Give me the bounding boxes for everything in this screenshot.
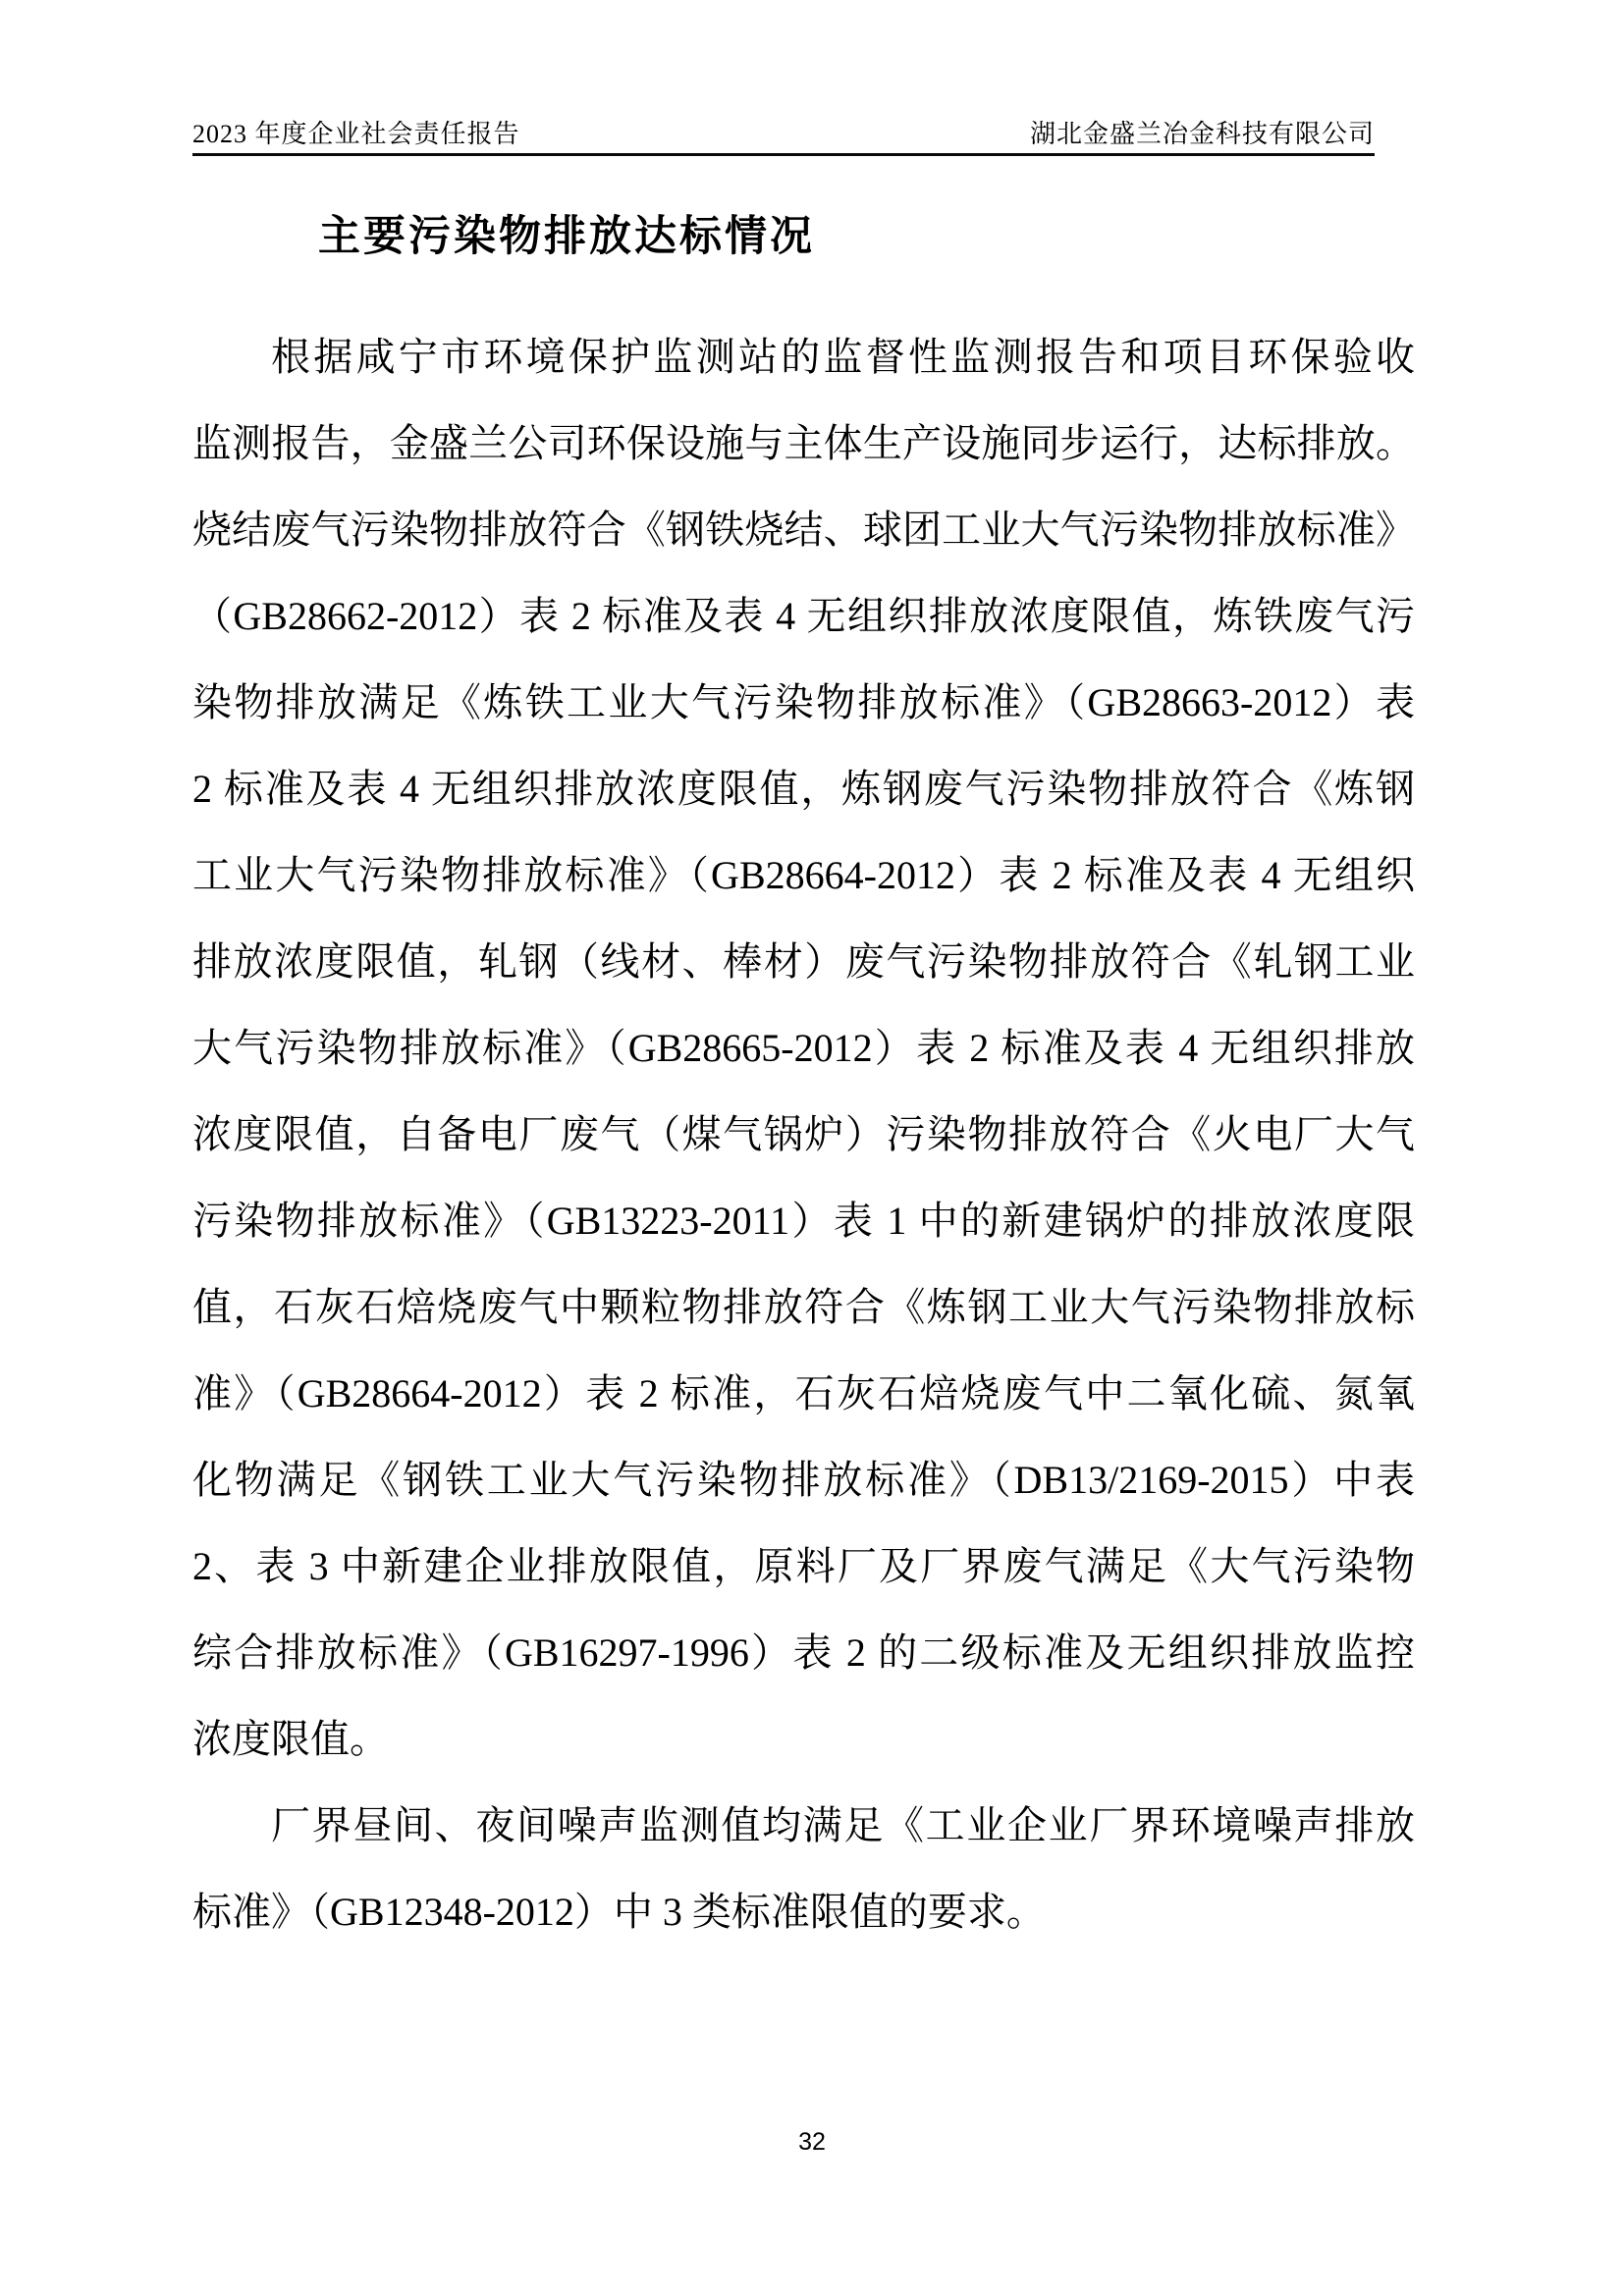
body-line: 大气污染物排放标准》（GB28665-2012）表 2 标准及表 4 无组织排放 [192, 1026, 1415, 1070]
body-line: 化物满足《钢铁工业大气污染物排放标准》（DB13/2169-2015）中表 [192, 1458, 1415, 1502]
body-line: 值，石灰石焙烧废气中颗粒物排放符合《炼钢工业大气污染物排放标 [192, 1285, 1415, 1329]
body-line: （GB28662-2012）表 2 标准及表 4 无组织排放浓度限值，炼铁废气污 [192, 594, 1415, 638]
page-number: 32 [798, 2128, 826, 2156]
section-title: 主要污染物排放达标情况 [318, 213, 815, 260]
body-line: 厂界昼间、夜间噪声监测值均满足《工业企业厂界环境噪声排放 [271, 1803, 1415, 1847]
body-line: 浓度限值，自备电厂废气（煤气锅炉）污染物排放符合《火电厂大气 [192, 1112, 1415, 1156]
body-line: 准》（GB28664-2012）表 2 标准，石灰石焙烧废气中二氧化硫、氮氧 [192, 1371, 1415, 1415]
body-line: 浓度限值。 [192, 1717, 389, 1761]
header-report-title: 2023 年度企业社会责任报告 [192, 120, 520, 148]
body-line: 排放浓度限值，轧钢（线材、棒材）废气污染物排放符合《轧钢工业 [192, 939, 1415, 984]
body-line: 监测报告，金盛兰公司环保设施与主体生产设施同步运行，达标排放。 [192, 421, 1415, 465]
header-company-name: 湖北金盛兰冶金科技有限公司 [1029, 120, 1375, 148]
body-line: 2、表 3 中新建企业排放限值，原料厂及厂界废气满足《大气污染物 [192, 1544, 1415, 1588]
page-header [192, 110, 1375, 156]
body-line: 污染物排放标准》（GB13223-2011）表 1 中的新建锅炉的排放浓度限 [192, 1199, 1415, 1243]
body-line: 烧结废气污染物排放符合《钢铁烧结、球团工业大气污染物排放标准》 [192, 507, 1415, 552]
body-line: 综合排放标准》（GB16297-1996）表 2 的二级标准及无组织排放监控 [192, 1630, 1415, 1675]
body-line: 工业大气污染物排放标准》（GB28664-2012）表 2 标准及表 4 无组织 [192, 853, 1415, 897]
body-line: 2 标准及表 4 无组织排放浓度限值，炼钢废气污染物排放符合《炼钢 [192, 767, 1415, 811]
body-line: 染物排放满足《炼铁工业大气污染物排放标准》（GB28663-2012）表 [192, 680, 1415, 724]
body-line: 标准》（GB12348-2012）中 3 类标准限值的要求。 [192, 1890, 1046, 1934]
body-text [192, 314, 1415, 1955]
body-line: 根据咸宁市环境保护监测站的监督性监测报告和项目环保验收 [271, 335, 1415, 379]
